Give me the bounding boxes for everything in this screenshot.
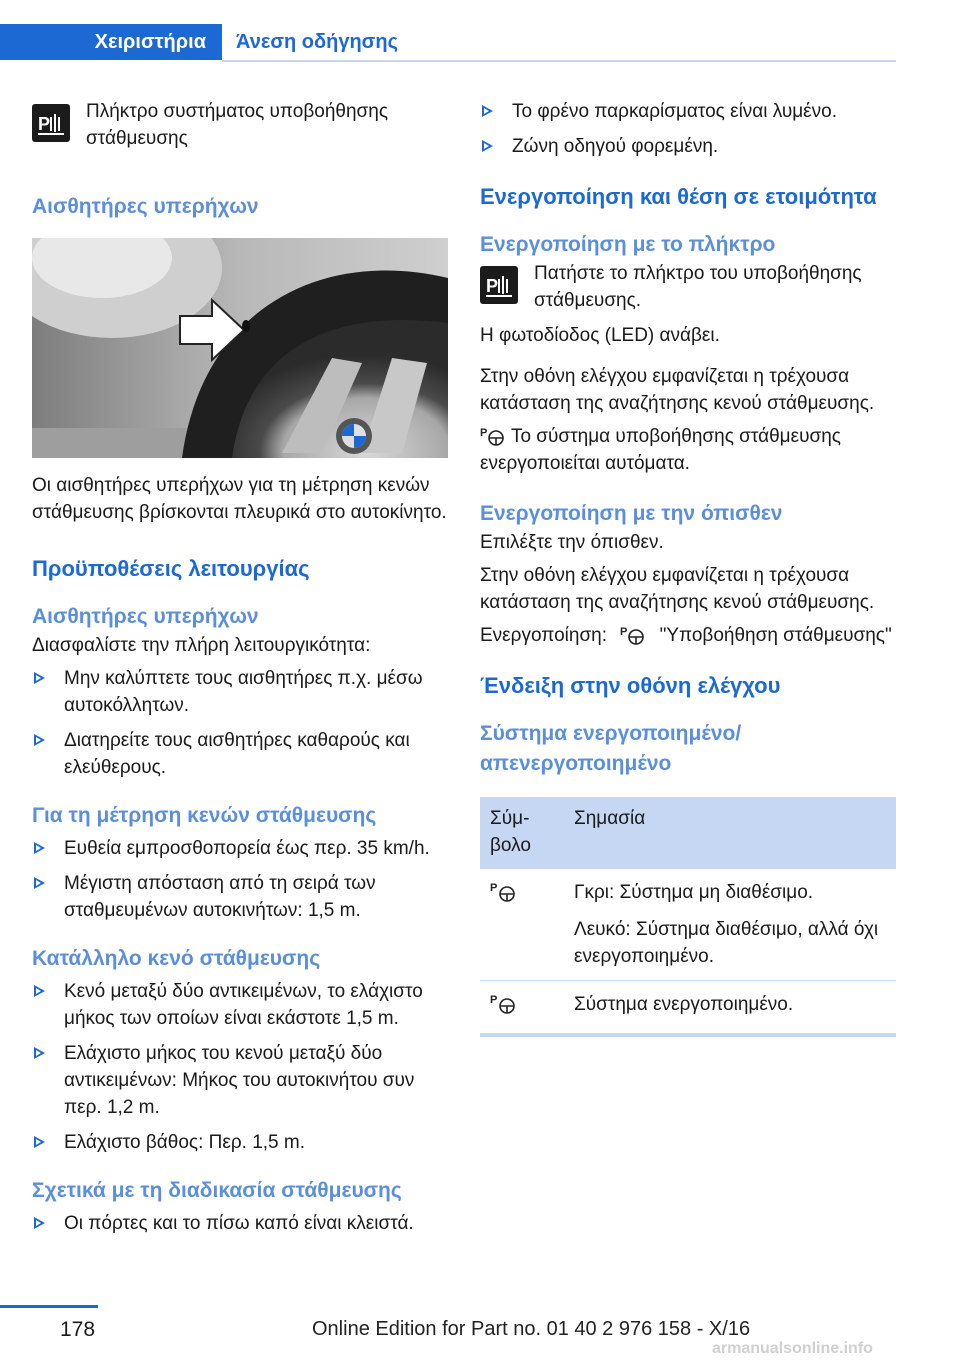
page-number: 178 — [60, 1318, 96, 1341]
symbol-table — [480, 797, 896, 1037]
list-item: Οι πόρτες και το πίσω καπό είναι κλειστά. — [32, 1210, 448, 1237]
list-item: Ευθεία εμπροσθοπορεία έως περ. 35 km/h. — [32, 835, 448, 862]
svg-text:P: P — [490, 994, 498, 1006]
svg-text:P: P — [486, 276, 499, 296]
list-item: Ελάχιστο μήκος του κενού μεταξύ δύο αντικειμένων: Μήκος του αυτοκινήτου συν περ. 1,2 m. — [32, 1040, 448, 1121]
svg-text:P: P — [490, 882, 498, 894]
press-button-row — [480, 260, 896, 314]
bullet-triangle-icon — [34, 1217, 45, 1229]
auto-activated-row — [480, 423, 896, 477]
key-caption: Πλήκτρο συστήματος υποβοήθησης στάθμευσης — [86, 101, 388, 149]
prereq-list-continued — [480, 98, 896, 160]
bullet-triangle-icon — [34, 672, 45, 684]
ensure-text: Διασφαλίστε την πλήρη λειτουργικότητα: — [32, 635, 371, 656]
heading-activation: Ενεργοποίηση και θέση σε ετοιμότητα — [480, 184, 877, 209]
park-assist-symbol-icon — [480, 424, 506, 446]
park-assist-available-icon — [490, 879, 520, 903]
table-row — [480, 981, 896, 1036]
park-assist-key-icon — [32, 104, 70, 142]
heading-indication: Ένδειξη στην οθόνη ελέγχου — [480, 673, 781, 698]
watermark: armanualsonline.info — [712, 1340, 873, 1357]
select-reverse-text: Επιλέξτε την όπισθεν. — [480, 532, 664, 553]
col-symbol: Σύμβολο — [480, 797, 564, 869]
procedure-list — [32, 1210, 448, 1237]
list-item: Διατηρείτε τους αισθητήρες καθαρούς και ελεύθερους. — [32, 727, 448, 781]
bullet-triangle-icon — [34, 877, 45, 889]
heading-measuring: Για τη μέτρηση κενών στάθμευσης — [32, 804, 377, 827]
svg-text:P: P — [620, 626, 628, 638]
park-assist-active-icon — [490, 991, 520, 1015]
heading-prerequisites: Προϋποθέσεις λειτουργίας — [32, 556, 310, 581]
display-status-text: Στην οθόνη ελέγχου εμφανίζεται η τρέχουσα κατάσταση της αναζήτησης κενού στάθμευσης. — [480, 366, 875, 414]
left-column — [32, 98, 448, 1237]
footer-rule — [0, 1305, 98, 1308]
heading-procedure: Σχετικά με τη διαδικασία στάθμευσης — [32, 1179, 402, 1202]
bullet-triangle-icon — [34, 1136, 45, 1148]
list-item: Το φρένο παρκαρίσματος είναι λυμένο. — [480, 98, 896, 125]
auto-activated-text: Το σύστημα υποβοήθησης στάθμευσης ενεργοποιείται αυτόματα. — [480, 426, 841, 474]
suitable-list — [32, 978, 448, 1156]
heading-system-state: Σύστημα ενεργοποιημένο/ απενεργοποιημένο — [480, 722, 742, 775]
section-tab: Άνεση οδήγησης — [236, 30, 398, 53]
list-item: Μέγιστη απόσταση από τη σειρά των σταθμευμένων αυτοκινήτων: 1,5 m. — [32, 870, 448, 924]
sensor-location-photo — [32, 238, 448, 458]
list-item: Ζώνη οδηγού φορεμένη. — [480, 133, 896, 160]
symbol-cell — [480, 869, 564, 981]
sensor-list — [32, 665, 448, 781]
photo-caption: Οι αισθητήρες υπερήχων για τη μέτρηση κενών στάθμευσης βρίσκονται πλευρικά στο αυτοκίνητο. — [32, 475, 447, 523]
edition-note: Online Edition for Part no. 01 40 2 976 158 - X/16 — [312, 1318, 751, 1340]
svg-text:P: P — [38, 114, 51, 134]
activation-row — [480, 622, 896, 649]
meaning-cell: Γκρι: Σύστημα μη διαθέσιμο. Λευκό: Σύστημα διαθέσιμο, αλλά όχι ενεργοποιημένο. — [564, 869, 896, 981]
park-assist-key-icon — [480, 266, 518, 304]
right-column — [480, 98, 896, 1037]
key-row — [32, 98, 448, 152]
symbol-cell — [480, 981, 564, 1036]
table-header-row — [480, 797, 896, 869]
measure-list — [32, 835, 448, 924]
list-item: Κενό μεταξύ δύο αντικειμένων, το ελάχιστο μήκος των οποίων είναι εκάστοτε 1,5 m. — [32, 978, 448, 1032]
chapter-tab: Χειριστήρια — [0, 24, 222, 60]
activation-value: "Υποβοήθηση στάθμευσης" — [659, 625, 892, 646]
header-rule — [222, 60, 896, 62]
bullet-triangle-icon — [34, 1047, 45, 1059]
heading-with-button: Ενεργοποίηση με το πλήκτρο — [480, 233, 776, 256]
bullet-triangle-icon — [482, 105, 493, 117]
table-row — [480, 869, 896, 981]
svg-text:P: P — [480, 427, 488, 439]
led-text: Η φωτοδίοδος (LED) ανάβει. — [480, 325, 720, 346]
bullet-triangle-icon — [34, 842, 45, 854]
heading-reverse: Ενεργοποίηση με την όπισθεν — [480, 502, 783, 525]
bullet-triangle-icon — [34, 985, 45, 997]
page-header — [0, 0, 960, 62]
list-item: Μην καλύπτετε τους αισθητήρες π.χ. μέσω αυτοκόλλητων. — [32, 665, 448, 719]
list-item: Ελάχιστο βάθος: Περ. 1,5 m. — [32, 1129, 448, 1156]
park-assist-symbol-icon — [620, 623, 646, 645]
heading-sensors-2: Αισθητήρες υπερήχων — [32, 605, 259, 628]
activation-label: Ενεργοποίηση: — [480, 625, 608, 646]
meaning-cell: Σύστημα ενεργοποιημένο. — [564, 981, 896, 1036]
heading-suitable-space: Κατάλληλο κενό στάθμευσης — [32, 947, 321, 970]
heading-sensors: Αισθητήρες υπερήχων — [32, 195, 259, 218]
press-button-text: Πατήστε το πλήκτρο του υποβοήθησης στάθμευσης. — [534, 263, 862, 311]
col-meaning: Σημασία — [564, 797, 896, 869]
bullet-triangle-icon — [482, 140, 493, 152]
bullet-triangle-icon — [34, 734, 45, 746]
display-status-text-2: Στην οθόνη ελέγχου εμφανίζεται η τρέχουσα κατάσταση της αναζήτησης κενού στάθμευσης. — [480, 565, 875, 613]
